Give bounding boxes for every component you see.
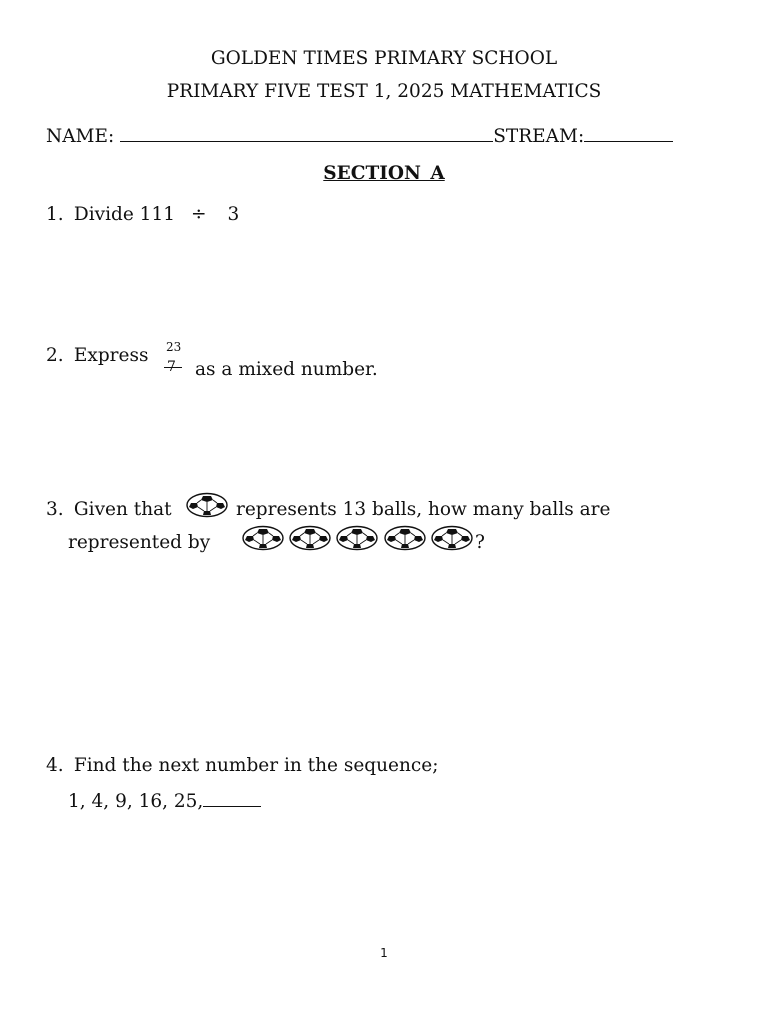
fraction-numerator: 23 bbox=[166, 340, 182, 354]
name-blank[interactable] bbox=[120, 124, 493, 142]
question-2 bbox=[46, 347, 148, 366]
question-number: 4. bbox=[46, 755, 64, 776]
name-label: NAME: bbox=[46, 126, 115, 147]
divide-sign: ÷ bbox=[191, 204, 207, 225]
school-name: GOLDEN TIMES PRIMARY SCHOOL bbox=[210, 48, 558, 69]
stream-blank[interactable] bbox=[584, 124, 673, 142]
soccer-ball-icon bbox=[431, 525, 473, 551]
question-number: 1. bbox=[46, 204, 64, 225]
sequence-line bbox=[68, 789, 261, 812]
question-4 bbox=[46, 757, 438, 776]
divisor: 3 bbox=[227, 204, 240, 225]
sequence-values: 1, 4, 9, 16, 25, bbox=[68, 791, 204, 812]
question-1 bbox=[46, 206, 239, 225]
soccer-ball-icon bbox=[242, 525, 284, 551]
question-text: Find the next number in the sequence; bbox=[73, 755, 439, 776]
fraction bbox=[163, 341, 187, 379]
question-text: Given that bbox=[73, 499, 172, 520]
soccer-ball-icon bbox=[289, 525, 331, 551]
fraction-denominator: 7 bbox=[167, 359, 176, 375]
question-text-after: represents 13 balls, how many balls are bbox=[236, 499, 611, 520]
stream-label: STREAM: bbox=[493, 126, 585, 147]
question-text: Divide 111 bbox=[73, 204, 175, 225]
student-info-row bbox=[46, 124, 673, 147]
page-number: 1 bbox=[380, 946, 388, 960]
question-text-after: as a mixed number. bbox=[195, 359, 378, 380]
soccer-ball-icon bbox=[186, 492, 228, 518]
answer-blank[interactable] bbox=[203, 789, 261, 807]
question-mark: ? bbox=[475, 532, 485, 553]
fraction-bar bbox=[164, 367, 182, 368]
question-text-line2: represented by bbox=[68, 532, 211, 553]
section-title: SECTION A bbox=[323, 163, 445, 184]
test-title: PRIMARY FIVE TEST 1, 2025 MATHEMATICS bbox=[166, 81, 602, 102]
soccer-ball-icon bbox=[336, 525, 378, 551]
question-number: 2. bbox=[46, 345, 64, 366]
soccer-ball-icon bbox=[384, 525, 426, 551]
question-3 bbox=[46, 501, 172, 520]
question-number: 3. bbox=[46, 499, 64, 520]
question-text: Express bbox=[73, 345, 149, 366]
